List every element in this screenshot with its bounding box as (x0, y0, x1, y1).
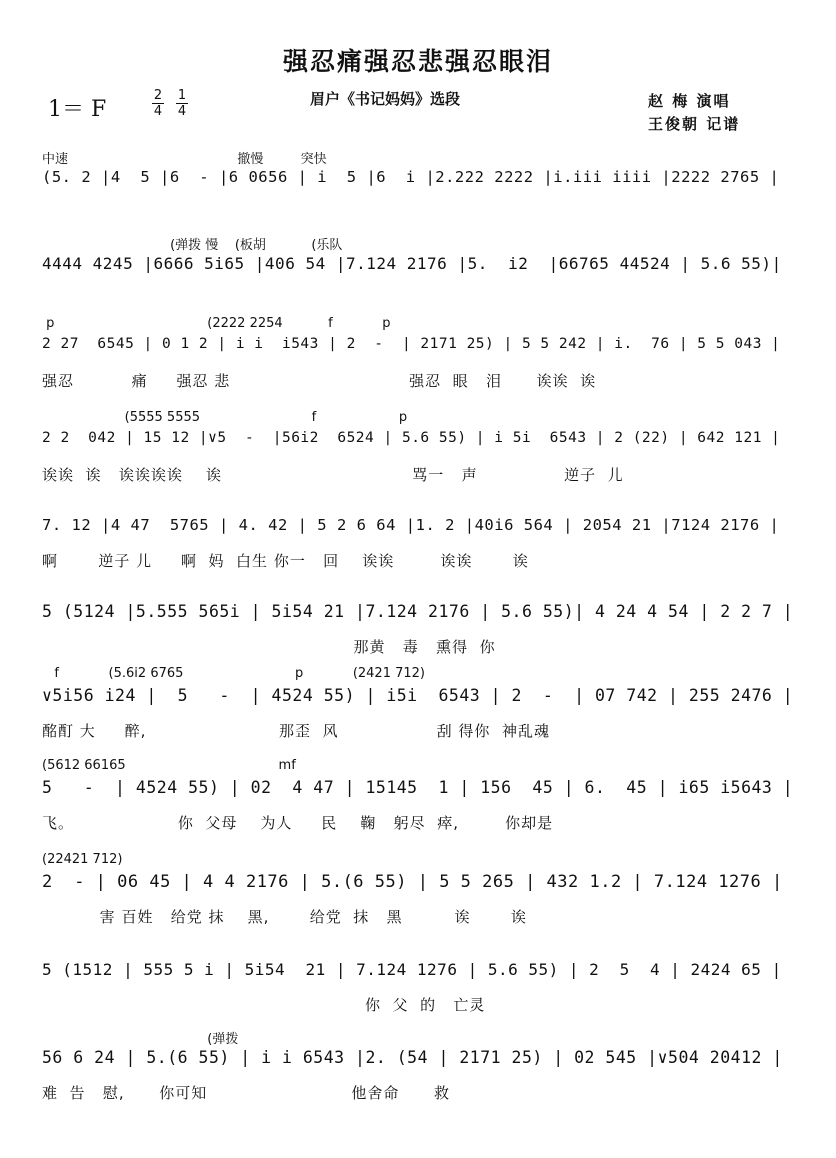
staff-row (42, 1030, 794, 1110)
staff-row (42, 584, 794, 664)
staff-row (42, 150, 794, 230)
performance-marks: (22421 712) (42, 852, 123, 867)
lyrics-line: 诶诶 诶 诶诶诶诶 诶 骂一 声 逆子 儿 (42, 466, 624, 484)
staff-row (42, 412, 794, 492)
time-sig-bottom: 4 (153, 104, 163, 119)
song-title: 强忍痛强忍悲强忍眼泪 (282, 47, 553, 76)
staff-row (42, 854, 794, 934)
jianpu-notes: 5 (1512 | 555 5 i | 5i54 21 | 7.124 1276 | 5.6 55) | 2 5 4 | 2424 65 | (42, 960, 782, 979)
performance-marks: f (5.6i2 6765 p (2421 712) (42, 666, 425, 681)
jianpu-notes: 56 6 24 | 5.(6 55) | i i 6543 |2. (54 | 2171 25) | 02 545 |∨504 20412 | (42, 1048, 783, 1067)
performance-marks: p (2222 2254 f p (42, 316, 391, 331)
lyrics-line: 啊 逆子 儿 啊 妈 白生 你一 回 诶诶 诶诶 诶 (42, 552, 529, 570)
key-signature: 1＝ F (48, 97, 107, 122)
staff-row (42, 498, 794, 578)
lyrics-line: 酩酊 大 醉, 那歪 风 刮 得你 神乱魂 (42, 722, 550, 740)
time-sig-top: 1 (177, 88, 187, 103)
notation-credit: 王俊朝 记谱 (648, 115, 741, 133)
staff-row (42, 760, 794, 840)
lyrics-line: 难 告 慰, 你可知 他舍命 救 (42, 1084, 451, 1102)
lyrics-line: 那黄 毒 熏得 你 (42, 638, 496, 656)
subtitle: 眉户《书记妈妈》选段 (310, 90, 461, 108)
time-signature-2 (176, 88, 188, 119)
jianpu-notes: 2 27 6545 | 0 1 2 | i i i543 | 2 - | 2171 25) | 5 5 242 | i. 76 | 5 5 043 | (42, 336, 781, 352)
performance-marks: (弹拨 慢 (板胡 (乐队 (42, 238, 343, 253)
staff-row (42, 942, 794, 1022)
lyrics-line: 强忍 痛 强忍 悲 强忍 眼 泪 诶诶 诶 (42, 372, 597, 390)
jianpu-notes: 5 (5124 |5.555 565i | 5i54 21 |7.124 2176 | 5.6 55)| 4 24 4 54 | 2 2 7 | (42, 602, 794, 621)
staff-row (42, 318, 794, 398)
lyrics-line: 害 百姓 给党 抹 黑, 给党 抹 黑 诶 诶 (42, 908, 527, 926)
staff-row (42, 236, 794, 316)
singer-credit: 赵 梅 演唱 (648, 92, 731, 110)
time-signature-1 (152, 88, 164, 119)
lyrics-line: 飞。 你 父母 为人 民 鞠 躬尽 瘁, 你却是 (42, 814, 554, 832)
time-sig-top: 2 (153, 88, 163, 103)
jianpu-notes: ∨5i56 i24 | 5 - | 4524 55) | i5i 6543 | 2 - | 07 742 | 255 2476 | (42, 686, 794, 705)
jianpu-notes: 4444 4245 |6666 5i65 |406 54 |7.124 2176 |5. i2 |66765 44524 | 5.6 55)| (42, 254, 782, 273)
performance-marks: (5612 66165 mf (42, 758, 296, 773)
jianpu-notes: (5. 2 |4 5 |6 - |6 0656 | i 5 |6 i |2.222 2222 |i.iii iiii |2222 2765 | (42, 168, 780, 186)
performance-marks: 中速 撤慢 突快 (42, 152, 327, 167)
lyrics-line: 你 父 的 亡灵 (42, 996, 486, 1014)
jianpu-notes: 7. 12 |4 47 5765 | 4. 42 | 5 2 6 64 |1. 2 |40i6 564 | 2054 21 |7124 2176 | (42, 516, 780, 534)
jianpu-notes: 2 2 042 | 15 12 |∨5 - |56i2 6524 | 5.6 55) | i 5i 6543 | 2 (22) | 642 121 | (42, 430, 781, 446)
performance-marks: (弹拨 (42, 1032, 239, 1047)
time-sig-bottom: 4 (177, 104, 187, 119)
jianpu-notes: 2 - | 06 45 | 4 4 2176 | 5.(6 55) | 5 5 265 | 432 1.2 | 7.124 1276 | (42, 872, 783, 892)
staff-row (42, 668, 794, 748)
performance-marks: (5555 5555 f p (42, 410, 408, 425)
jianpu-notes: 5 - | 4524 55) | 02 4 47 | 15145 1 | 156 45 | 6. 45 | i65 i5643 | (42, 778, 794, 797)
